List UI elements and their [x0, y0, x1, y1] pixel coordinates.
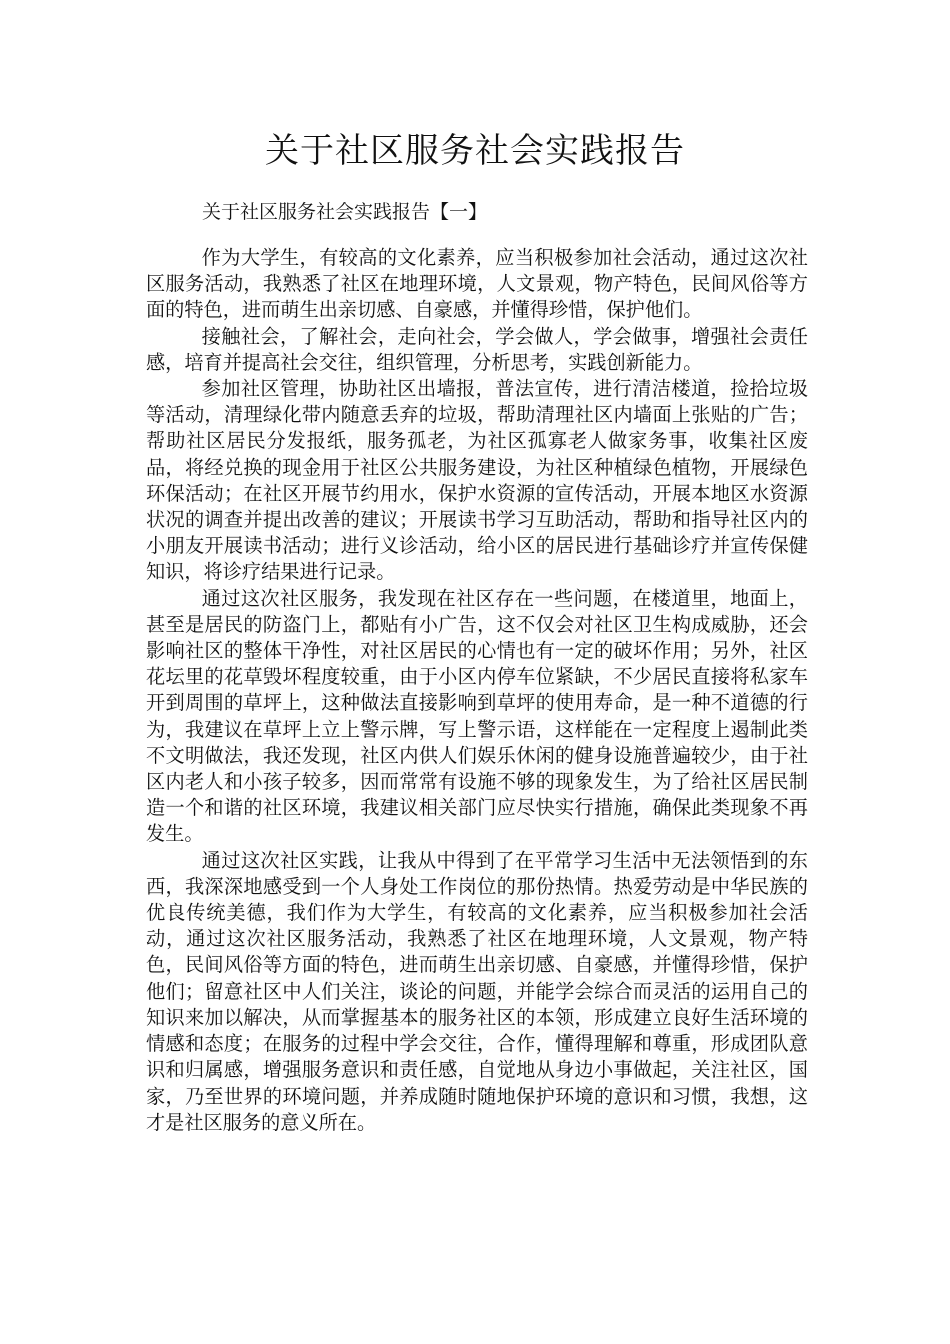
paragraph-5: 通过这次社区实践，让我从中得到了在平常学习生活中无法领悟到的东西，我深深地感受到一个人身处工作岗位的那份热情。热爱劳动是中华民族的优良传统美德，我们作为大学生，有较高的文化素养，应当积极参加社会活动，通过这次社区服务活动，我熟悉了社区在地理环境，人文景观，物产特色，民间风俗等方面的特色，进而萌生出亲切感、自豪感，并懂得珍惜，保护他们；留意社区中人们关注，谈论的问题，并能学会综合而灵活的运用自己的知识来加以解决，从而掌握基本的服务社区的本领，形成建立良好生活环境的情感和态度；在服务的过程中学会交往，合作，懂得理解和尊重，形成团队意识和归属感，增强服务意识和责任感，自觉地从身边小事做起，关注社区，国家，乃至世界的环境问题，并养成随时随地保护环境的意识和习惯，我想，这才是社区服务的意义所在。 [146, 848, 808, 1134]
paragraph-2: 接触社会，了解社会，走向社会，学会做人，学会做事，增强社会责任感，培育并提高社会交往，组织管理，分析思考，实践创新能力。 [146, 324, 808, 374]
paragraph-3: 参加社区管理，协助社区出墙报，普法宣传，进行清洁楼道，捡拾垃圾等活动，清理绿化带内随意丢弃的垃圾，帮助清理社区内墙面上张贴的广告；帮助社区居民分发报纸，服务孤老，为社区孤寡老人做家务事，收集社区废品，将经兑换的现金用于社区公共服务建设，为社区种植绿色植物，开展绿色环保活动；在社区开展节约用水，保护水资源的宣传活动，开展本地区水资源状况的调查并提出改善的建议；开展读书学习互助活动，帮助和指导社区内的小朋友开展读书活动；进行义诊活动，给小区的居民进行基础诊疗并宣传保健知识，将诊疗结果进行记录。 [146, 377, 808, 584]
paragraph-1: 作为大学生，有较高的文化素养，应当积极参加社会活动，通过这次社区服务活动，我熟悉了社区在地理环境，人文景观，物产特色，民间风俗等方面的特色，进而萌生出亲切感、自豪感，并懂得珍惜，保护他们。 [146, 246, 808, 322]
document-title: 关于社区服务社会实践报告 [265, 131, 685, 171]
document-body [146, 245, 808, 1136]
section-heading: 关于社区服务社会实践报告【一】 [202, 201, 488, 223]
paragraph-4: 通过这次社区服务，我发现在社区存在一些问题，在楼道里，地面上，甚至是居民的防盗门上，都贴有小广告，这不仅会对社区卫生构成威胁，还会影响社区的整体干净性，对社区居民的心情也有一定的破坏作用；另外，社区花坛里的花草毁坏程度较重，由于小区内停车位紧缺，不少居民直接将私家车开到周围的草坪上，这种做法直接影响到草坪的使用寿命，是一种不道德的行为，我建议在草坪上立上警示牌，写上警示语，这样能在一定程度上遏制此类不文明做法，我还发现，社区内供人们娱乐休闲的健身设施普遍较少，由于社区内老人和小孩子较多，因而常常有设施不够的现象发生，为了给社区居民制造一个和谐的社区环境，我建议相关部门应尽快实行措施，确保此类现象不再发生。 [146, 586, 808, 846]
